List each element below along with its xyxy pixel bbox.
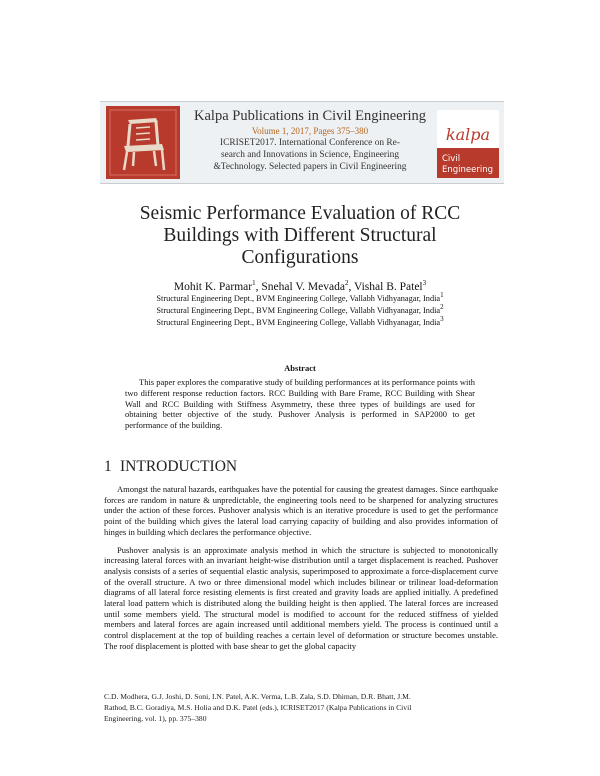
logo-civil-word: Civil [442,154,461,164]
citation-line-1: C.D. Modhera, G.J. Joshi, D. Soni, I.N. Patel, A.K. Verma, L.B. Zala, S.D. Dhiman, D.R. Bhatt, J.M. [104,692,411,701]
section-title: INTRODUCTION [120,458,238,475]
conference-line-1: ICRISET2017. International Conference on Re- [220,138,400,148]
conference-line-3: &Technology. Selected papers in Civil Engineering [213,162,407,172]
kalpa-chair-logo-icon [106,106,180,179]
abstract-body [125,377,475,431]
author-list: Mohit K. Parmar$^1$, Snehal V. Mevada$^2$, Vishal B. Patel$^3$ [173,279,427,293]
publication-info [184,108,436,173]
conference-line-2: search and Innovations in Science, Engineering [220,150,400,160]
section-paragraph: Pushover analysis is an approximate analysis method in which the structure is subjected to monotonically increasing lateral forces with an invariant height-wise distribution until a target displacement is reached. Pushover analysis consists of a series of sequential elastic analysis, superimposed to approximate a force-displacement curve of the overall structure. A two or three dimensional model which includes bilinear or trilinear load-deformation diagrams of all lateral force resisting elements is first created and gravity loads are applied initially. A predefined lateral load pattern which is distributed along the building height is then applied. The lateral forces are increased until some members yield. The structural model is modified to account for the reduced stiffness of yielded members and lateral forces are again increased until additional members yield. The process is continued until a control displacement at the top of building reaches a certain level of deformation or structure becomes unstable. The roof displacement is plotted with base shear to get the global capacity [104,544,498,651]
affiliation-list [110,293,490,329]
publication-title: Kalpa Publications in Civil Engineering [194,108,426,124]
author-mark: 1 [252,279,256,288]
author-name: Snehal V. Mevada [261,281,345,293]
abstract-heading: Abstract [284,363,316,373]
section-body [104,484,498,659]
author-name: Mohit K. Parmar [173,281,253,293]
kalpa-civil-engineering-logo-icon [437,110,499,178]
section-paragraph: Amongst the natural hazards, earthquakes have the potential for causing the greatest damages. Since earthquake forces are random in nature & unpredictable, the engineering tools need to be sharpened for analyzing structures under the action of these forces. Pushover analysis which is an iterative procedure is used to get the performance point of the building which gives the lateral load carrying capacity of building and also provides information of hinges in building which declares the performance objective. [104,484,498,537]
publication-banner [100,101,504,184]
author-mark: 2 [344,279,349,288]
affiliation-line: Structural Engineering Dept., BVM Engineering College, Vallabh Vidhyanagar, India$^1$ [156,291,444,303]
affiliation-line: Structural Engineering Dept., BVM Engineering College, Vallabh Vidhyanagar, India$^3$ [156,315,444,327]
affiliation-line: Structural Engineering Dept., BVM Engineering College, Vallabh Vidhyanagar, India$^2$ [156,303,444,315]
logo-kalpa-word: kalpa [445,125,491,144]
author-name: Vishal B. Patel [354,281,423,293]
paper-title [90,203,510,269]
citation-footer [104,691,504,724]
author-mark: 3 [422,279,427,288]
section-number: 1 [104,458,112,475]
citation-line-2: Rathod, B.C. Goradiya, M.S. Holia and D.K. Patel (eds.), ICRISET2017 (Kalpa Publications in Civil [104,703,412,712]
publication-volume: Volume 1, 2017, Pages 375–380 [251,126,369,136]
logo-engineering-word: Engineering [442,165,493,175]
section-heading [104,458,237,476]
paper-title-line-1: Seismic Performance Evaluation of RCC [139,203,461,224]
paper-title-line-2: Buildings with Different Structural [163,225,437,246]
citation-line-3: Engineering, vol. 1), pp. 375–380 [104,714,207,723]
paper-title-line-3: Configurations [241,247,359,268]
abstract-text: This paper explores the comparative study of building performances at its performance points with two different response reduction factors. RCC Building with Bare Frame, RCC Building with Shear Wall and RCC Building with Stiffness Asymmetry, these three types of buildings are used for obtaining better objective of the study. Pushover Analysis is performed in SAP2000 to get performance of the building. [125,377,475,431]
